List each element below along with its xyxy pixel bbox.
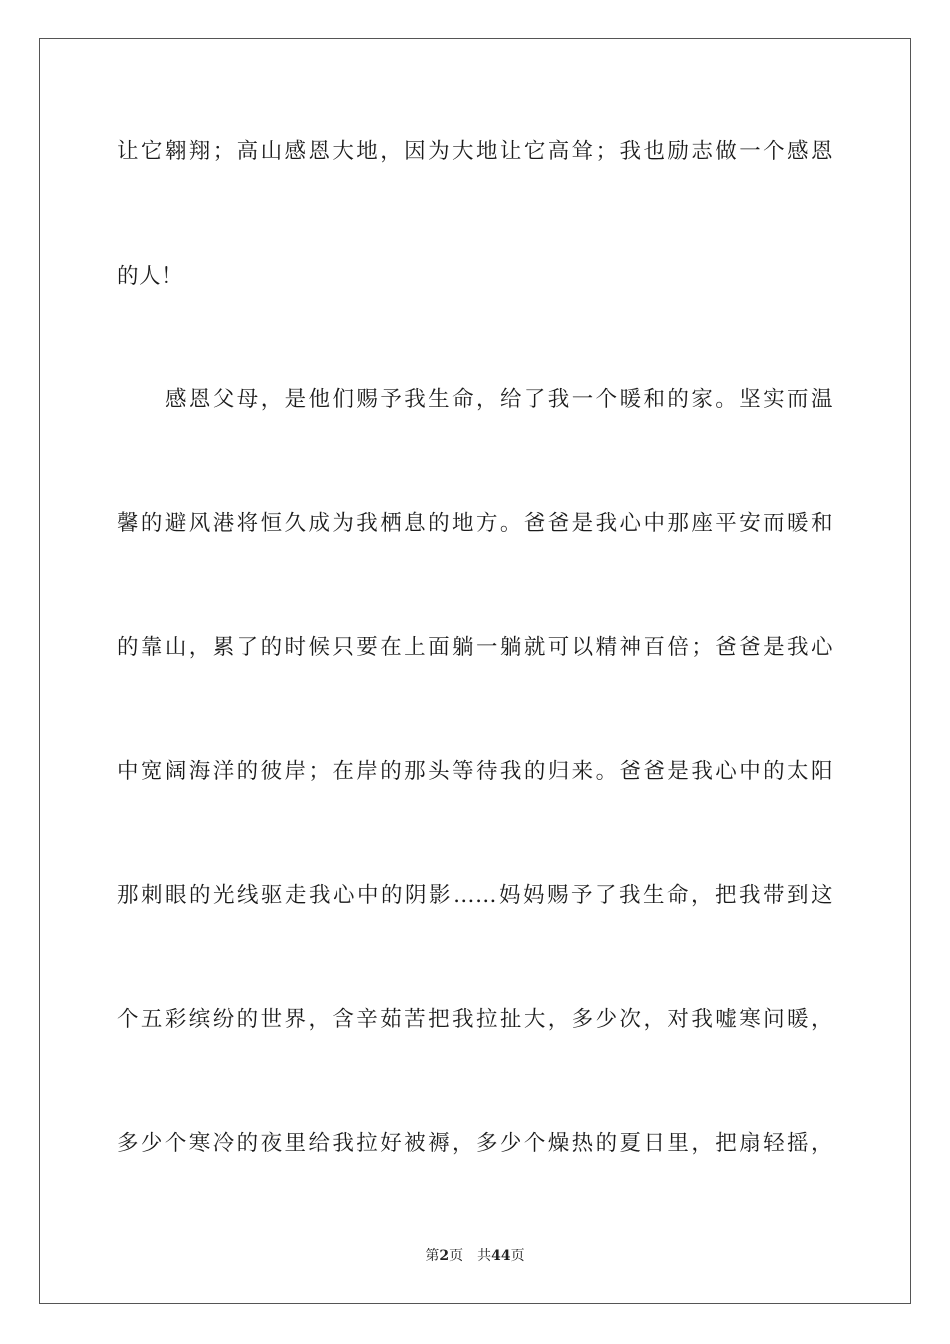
total-page-count: 44 [491,1248,511,1264]
page-prefix: 第 [425,1248,440,1264]
total-prefix: 共 [477,1248,492,1264]
page-border [39,38,911,1304]
text-line: 多少个寒冷的夜里给我拉好被褥，多少个燥热的夏日里，把扇轻摇， [117,1131,833,1156]
paragraph-first-line: 感恩父母，是他们赐予我生命，给了我一个暖和的家。坚实而温 [165,387,833,412]
text-line: 让它翱翔；高山感恩大地，因为大地让它高耸；我也励志做一个感恩 [117,139,833,164]
page-suffix: 页 [449,1248,464,1264]
text-line: 馨的避风港将恒久成为我栖息的地方。爸爸是我心中那座平安而暖和 [117,511,833,536]
text-line: 中宽阔海洋的彼岸；在岸的那头等待我的归来。爸爸是我心中的太阳 [117,759,833,784]
text-line: 那刺眼的光线驱走我心中的阴影……妈妈赐予了我生命，把我带到这 [117,883,833,908]
current-page-number: 2 [439,1248,450,1264]
text-line: 的人！ [117,264,184,289]
page-footer [0,1247,950,1265]
text-line: 个五彩缤纷的世界，含辛茹苦把我拉扯大，多少次，对我嘘寒问暖， [117,1007,833,1032]
text-line: 的靠山，累了的时候只要在上面躺一躺就可以精神百倍；爸爸是我心 [117,635,833,660]
total-suffix: 页 [510,1248,525,1264]
